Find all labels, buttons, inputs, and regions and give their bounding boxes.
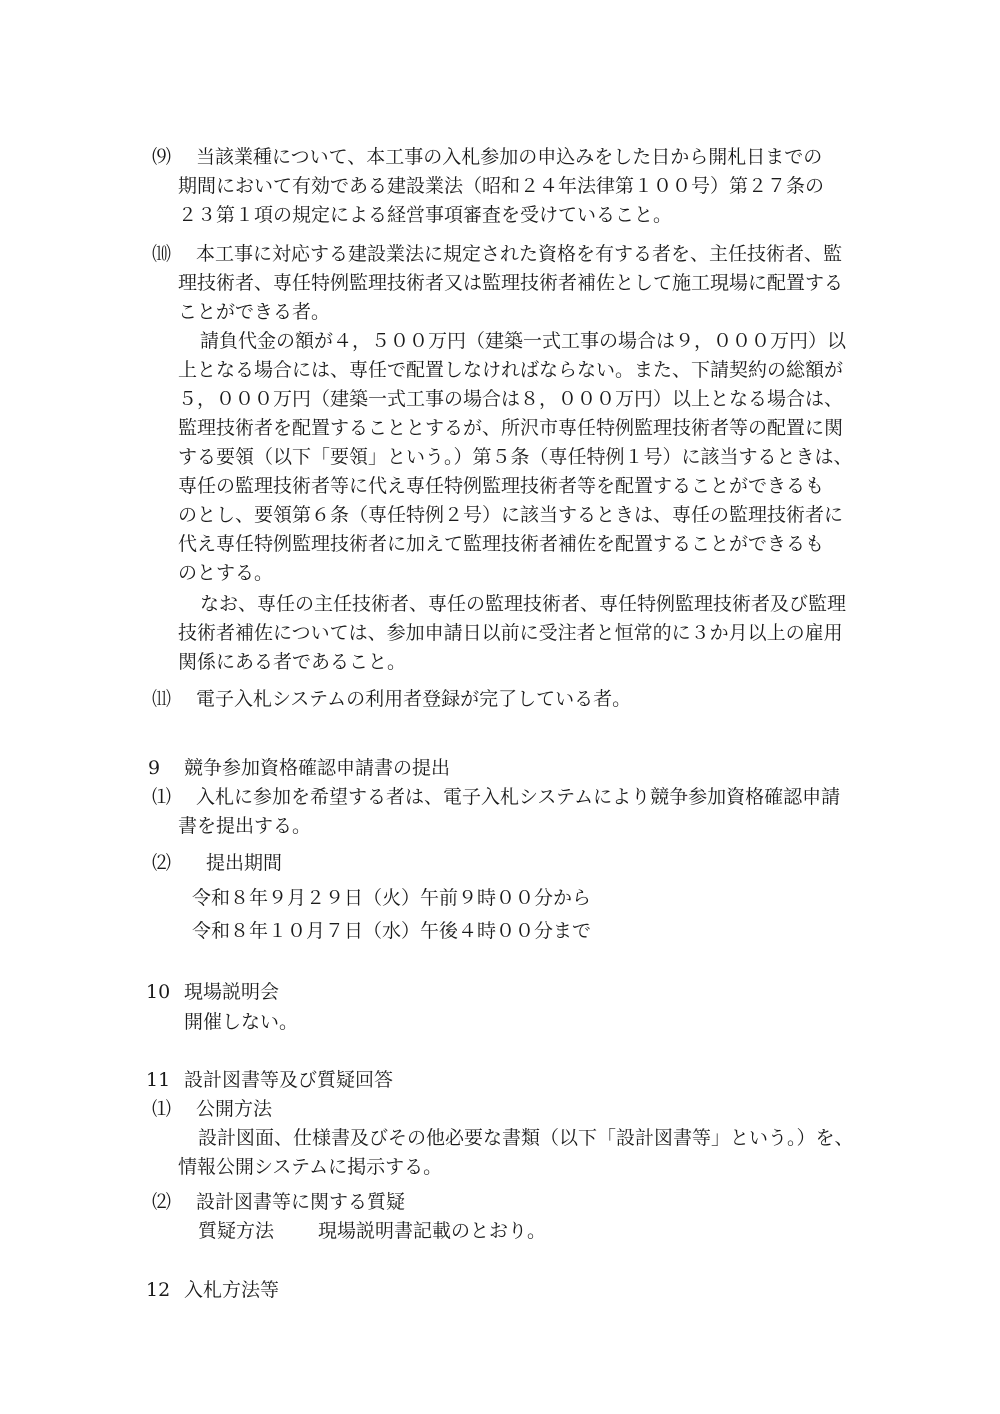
section-9-number: 9	[148, 757, 161, 779]
section-11-sub1-marker: ⑴	[152, 1098, 172, 1120]
section-9-title: 競争参加資格確認申請書の提出	[184, 757, 451, 779]
item-10-para3-line: 関係にある者であること。	[178, 651, 407, 673]
section-11-sub1-line: 設計図面、仕様書及びその他必要な書類（以下「設計図書等」という。）を、	[198, 1127, 854, 1149]
item-10-para2-line: 監理技術者を配置することとするが、所沢市専任特例監理技術者等の配置に関	[178, 417, 844, 439]
section-9-sub2-title: 提出期間	[206, 852, 283, 874]
section-10-title: 現場説明会	[184, 981, 280, 1003]
item-10-para2-line: 専任の監理技術者等に代え専任特例監理技術者等を配置することができるも	[178, 475, 825, 497]
section-11-sub2-marker: ⑵	[152, 1191, 172, 1213]
section-12-number: 12	[146, 1279, 171, 1301]
item-10-line: ことができる者。	[178, 301, 331, 323]
item-9-line: 期間において有効である建設業法（昭和２４年法律第１００号）第２７条の	[178, 175, 825, 197]
item-10-line: 理技術者、専任特例監理技術者又は監理技術者補佐として施工現場に配置する	[178, 272, 844, 294]
section-11-sub2-title: 設計図書等に関する質疑	[196, 1191, 406, 1213]
section-10-number: 10	[146, 981, 171, 1003]
item-10-para2-line: する要領（以下「要領」という。）第５条（専任特例１号）に該当するときは、	[178, 446, 853, 468]
inquiry-method-label: 質疑方法	[198, 1220, 275, 1242]
item-10-para3-line: なお、専任の主任技術者、専任の監理技術者、専任特例監理技術者及び監理	[200, 593, 847, 615]
section-10-body: 開催しない。	[184, 1011, 299, 1033]
section-9-sub2-marker: ⑵	[152, 852, 172, 874]
item-10-para3-line: 技術者補佐については、参加申請日以前に受注者と恒常的に３か月以上の雇用	[178, 622, 843, 644]
item-9-line: 当該業種について、本工事の入札参加の申込みをした日から開札日までの	[196, 146, 823, 168]
item-10-line: 本工事に対応する建設業法に規定された資格を有する者を、主任技術者、監	[196, 243, 843, 265]
section-9-sub1-line: 入札に参加を希望する者は、電子入札システムにより競争参加資格確認申請	[196, 786, 841, 808]
section-9-sub1-line: 書を提出する。	[178, 815, 312, 837]
item-10-para2-line: のとし、要領第６条（専任特例２号）に該当するときは、専任の監理技術者に	[178, 504, 844, 526]
item-10-para2-line: 上となる場合には、専任で配置しなければならない。また、下請契約の総額が	[178, 359, 844, 381]
item-10-para2-line: のとする。	[178, 562, 274, 584]
section-11-number: 11	[146, 1069, 171, 1091]
item-11-line: 電子入札システムの利用者登録が完了している者。	[196, 688, 632, 710]
item-9-line: ２３第１項の規定による経営事項審査を受けていること。	[178, 204, 673, 226]
item-11-marker: ⑾	[152, 688, 172, 710]
section-11-sub1-line: 情報公開システムに掲示する。	[178, 1156, 443, 1178]
section-12-title: 入札方法等	[184, 1279, 280, 1301]
submission-period-start: 令和８年９月２９日（火）午前９時００分から	[192, 887, 592, 909]
item-10-para2-line: ５，０００万円（建築一式工事の場合は８，０００万円）以上となる場合は、	[178, 388, 844, 410]
item-10-para2-line: 代え専任特例監理技術者に加えて監理技術者補佐を配置することができるも	[178, 533, 825, 555]
item-10-marker: ⑽	[152, 243, 172, 265]
item-9-marker: ⑼	[152, 146, 172, 168]
section-9-sub1-marker: ⑴	[152, 786, 172, 808]
item-10-para2-line: 請負代金の額が４，５００万円（建築一式工事の場合は９，０００万円）以	[200, 330, 847, 352]
submission-period-end: 令和８年１０月７日（水）午後４時００分まで	[192, 920, 592, 942]
section-11-title: 設計図書等及び質疑回答	[184, 1069, 394, 1091]
inquiry-method-value: 現場説明書記載のとおり。	[318, 1220, 547, 1242]
section-11-sub1-title: 公開方法	[196, 1098, 273, 1120]
